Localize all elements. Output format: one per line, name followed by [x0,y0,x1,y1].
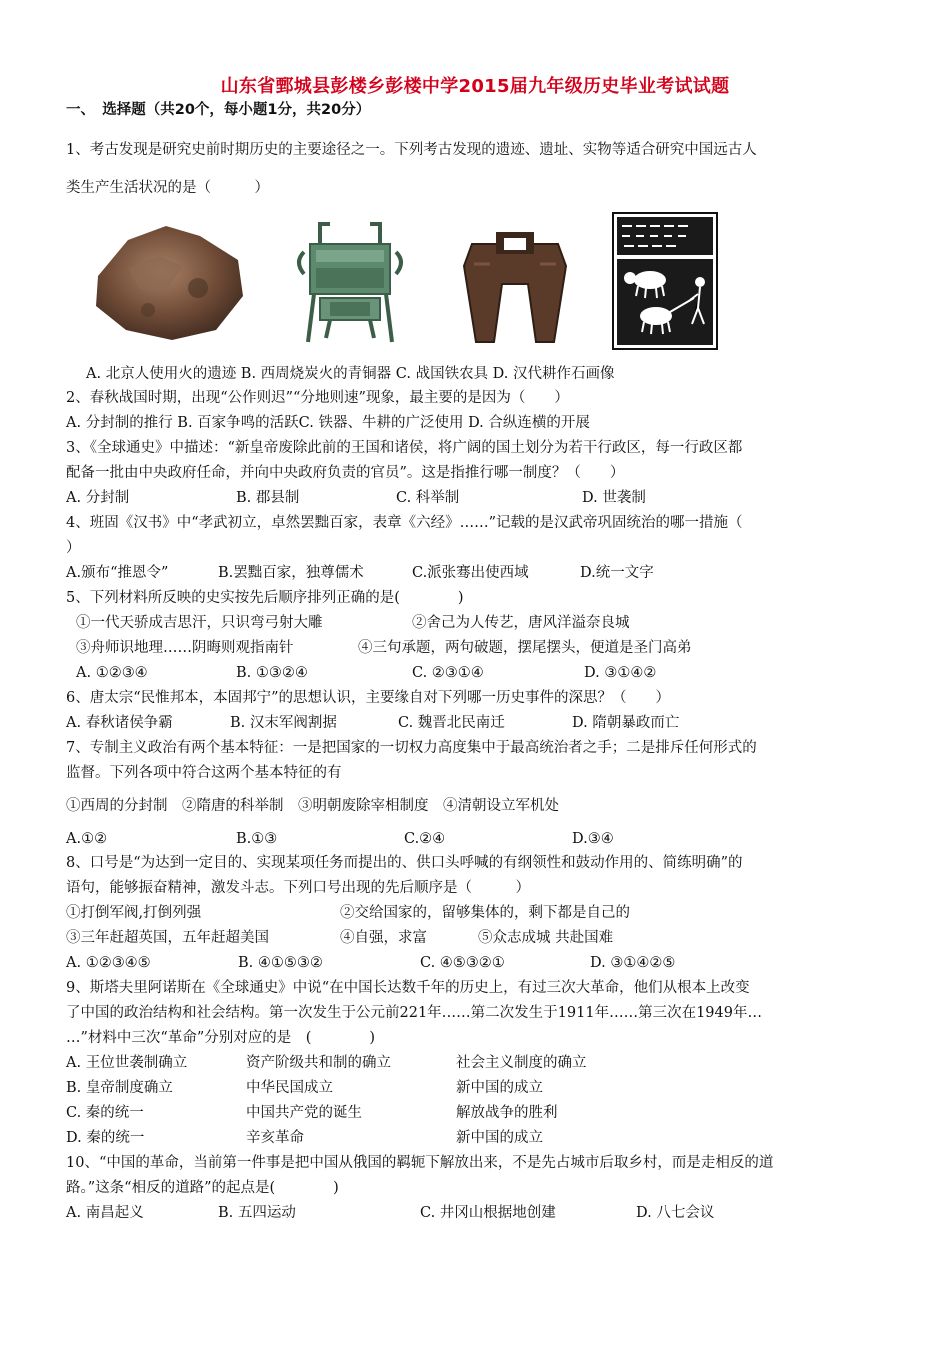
q8-slogan-5: ⑤众志成城 共赴国难 [478,930,614,946]
q10-stem-line2: 路。”这条“相反的道路”的起点是( ) [66,1180,339,1196]
fire-relic-image [88,218,248,343]
q9-option-d-col2: 辛亥革命 [246,1130,304,1146]
q9-option-b-col3: 新中国的成立 [456,1080,543,1096]
exam-title: 山东省鄄城县彭楼乡彭楼中学2015届九年级历史毕业考试试题 [220,76,730,97]
q9-option-c-col3: 解放战争的胜利 [456,1105,558,1121]
q8-slogan-1: ①打倒军阀,打倒列强 [66,905,202,921]
q8-option-b: B. ④①⑤③② [238,955,323,971]
q9-option-c-col1: C. 秦的统一 [66,1105,144,1121]
q10-option-c: C. 井冈山根据地创建 [420,1205,556,1221]
q5-material-2: ②舍己为人传艺，唐风洋溢奈良城 [412,615,630,631]
q8-slogan-2: ②交给国家的，留够集体的，剩下都是自己的 [340,905,630,921]
bronze-stove-image [290,214,410,348]
q9-option-a-col3: 社会主义制度的确立 [456,1055,587,1071]
q6-option-d: D. 隋朝暴政而亡 [572,715,680,731]
q4-option-b: B.罢黜百家，独尊儒术 [218,565,364,581]
q9-option-b-col2: 中华民国成立 [246,1080,333,1096]
q9-option-b-col1: B. 皇帝制度确立 [66,1080,173,1096]
q6-option-b: B. 汉末军阀割据 [230,715,337,731]
q7-stem-line1: 7、专制主义政治有两个基本特征：一是把国家的一切权力高度集中于最高统治者之手；二是排斥任何形式的 [66,740,757,756]
q9-stem-line1: 9、斯塔夫里阿诺斯在《全球通史》中说“在中国长达数千年的历史上，有过三次大革命，他们从根本上改变 [66,980,750,996]
q1-stem-line1: 1、考古发现是研究史前时期历史的主要途径之一。下列考古发现的遗迹、遗址、实物等适合研究中国远古人 [66,142,757,158]
q8-slogan-4: ④自强，求富 [340,930,427,946]
q7-items: ①西周的分封制 ②隋唐的科举制 ③明朝废除宰相制度 ④清朝设立军机处 [66,798,559,814]
q9-option-c-col2: 中国共产党的诞生 [246,1105,362,1121]
q5-option-c: C. ②③①④ [412,665,484,681]
q4-option-c: C.派张骞出使西域 [412,565,529,581]
q7-option-b: B.①③ [236,831,278,847]
q5-material-1: ①一代天骄成吉思汗，只识弯弓射大雕 [76,615,323,631]
q3-option-b: B. 郡县制 [236,490,300,506]
q5-option-a: A. ①②③④ [76,665,148,681]
q8-slogan-3: ③三年赶超英国，五年赶超美国 [66,930,269,946]
q9-option-d-col1: D. 秦的统一 [66,1130,145,1146]
q10-option-d: D. 八七会议 [636,1205,715,1221]
q1-options: A. 北京人使用火的遗迹 B. 西周烧炭火的青铜器 C. 战国铁农具 D. 汉代耕作石画像 [86,366,615,382]
q3-option-c: C. 科举制 [396,490,460,506]
q10-option-a: A. 南昌起义 [66,1205,144,1221]
q3-option-a: A. 分封制 [66,490,130,506]
q9-stem-line3: …”材料中三次“革命”分别对应的是 ( ) [66,1030,376,1046]
iron-tool-image [450,214,580,348]
q3-option-d: D. 世袭制 [582,490,646,506]
q5-stem: 5、下列材料所反映的史实按先后顺序排列正确的是( ) [66,590,464,606]
q10-stem-line1: 10、“中国的革命，当前第一件事是把中国从俄国的羁轭下解放出来，不是先占城市后取乡村，而是走相反的道 [66,1155,774,1171]
q3-stem-line1: 3、《全球通史》中描述：“新皇帝废除此前的王国和诸侯，将广阔的国土划分为若干行政区，每一行政区都 [66,440,743,456]
q6-stem: 6、唐太宗“民惟邦本，本固邦宁”的思想认识，主要缘自对下列哪一历史事件的深思？（ ） [66,690,671,706]
q7-option-d: D.③④ [572,831,614,847]
q2-stem: 2、春秋战国时期，出现“公作则迟”“分地则速”现象，最主要的是因为（ ） [66,390,569,406]
q6-option-a: A. 春秋诸侯争霸 [66,715,173,731]
q2-options: A. 分封制的推行 B. 百家争鸣的活跃C. 铁器、牛耕的广泛使用 D. 合纵连横的开展 [66,415,590,431]
q5-option-b: B. ①③②④ [236,665,308,681]
stone-carving-image [612,212,718,350]
q4-option-a: A.颁布“推恩令” [66,565,169,581]
q7-option-c: C.②④ [404,831,446,847]
q9-stem-line2: 了中国的政治结构和社会结构。第一次发生于公元前221年……第二次发生于1911年……第三次在1949年… [66,1005,762,1021]
q6-option-c: C. 魏晋北民南迁 [398,715,505,731]
q9-option-a-col2: 资产阶级共和制的确立 [246,1055,391,1071]
q8-stem-line1: 8、口号是“为达到一定目的、实现某项任务而提出的、供口头呼喊的有纲领性和鼓动作用的、简练明确”的 [66,855,743,871]
q8-stem-line2: 语句，能够振奋精神，激发斗志。下列口号出现的先后顺序是（ ） [66,880,530,896]
q4-stem-line1: 4、班固《汉书》中“孝武初立，卓然罢黜百家，表章《六经》……”记载的是汉武帝巩固统治的哪一措施（ [66,515,743,531]
q3-stem-line2: 配备一批由中央政府任命，并向中央政府负责的官员”。这是指推行哪一制度？（ ） [66,465,625,481]
q8-option-a: A. ①②③④⑤ [66,955,151,971]
q9-option-a-col1: A. 王位世袭制确立 [66,1055,188,1071]
q5-material-3: ③舟师识地理……阴晦则观指南针 [76,640,294,656]
q7-option-a: A.①② [66,831,108,847]
q5-option-d: D. ③①④② [584,665,657,681]
q4-stem-line2: ） [66,540,81,556]
q1-stem-line2: 类生产生活状况的是（ ） [66,180,269,196]
q9-option-d-col3: 新中国的成立 [456,1130,543,1146]
q1-images [80,210,900,350]
q8-option-c: C. ④⑤③②① [420,955,505,971]
q7-stem-line2: 监督。下列各项中符合这两个基本特征的有 [66,765,342,781]
q5-material-4: ④三句承题，两句破题，摆尾摆头，便道是圣门高弟 [358,640,692,656]
q8-option-d: D. ③①④②⑤ [590,955,676,971]
q10-option-b: B. 五四运动 [218,1205,296,1221]
q4-option-d: D.统一文字 [580,565,654,581]
section-heading: 一、 选择题（共20个，每小题1分，共20分） [66,102,371,118]
